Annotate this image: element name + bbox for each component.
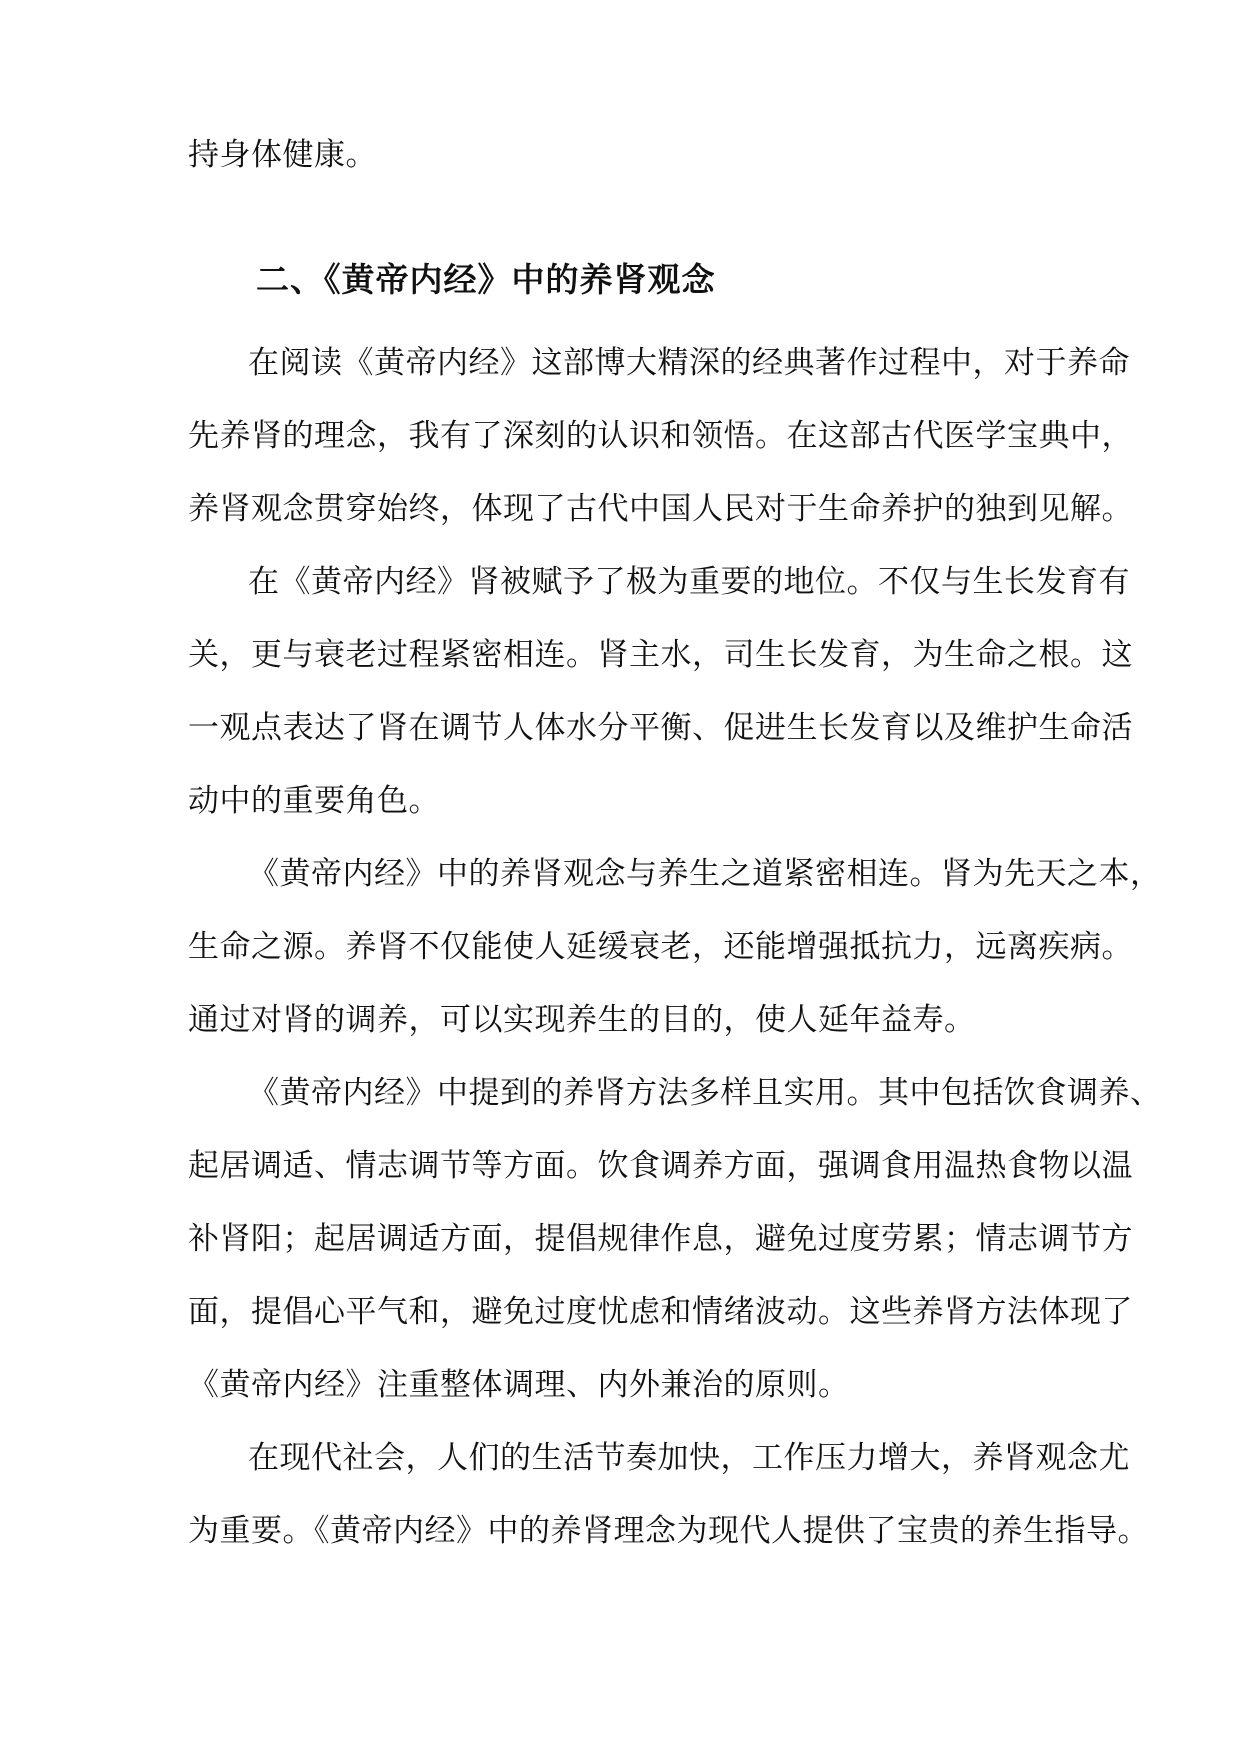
paragraph-line: 补肾阳；起居调适方面，提倡规律作息，避免过度劳累；情志调节方	[188, 1221, 1133, 1257]
paragraph-line: 通过对肾的调养，可以实现养生的目的，使人延年益寿。	[188, 1002, 976, 1038]
paragraph-line: 面，提倡心平气和，避免过度忧虑和情绪波动。这些养肾方法体现了	[188, 1294, 1133, 1330]
paragraph-line: 养肾观念贯穿始终，体现了古代中国人民对于生命养护的独到见解。	[188, 491, 1133, 527]
paragraph-line: 先养肾的理念，我有了深刻的认识和领悟。在这部古代医学宝典中，	[188, 418, 1133, 454]
paragraph-line: 在现代社会，人们的生活节奏加快，工作压力增大，养肾观念尤	[248, 1440, 1130, 1476]
paragraph-line: 为重要。《黄帝内经》中的养肾理念为现代人提供了宝贵的养生指导。	[188, 1513, 1149, 1549]
paragraph-line: 关，更与衰老过程紧密相连。肾主水，司生长发育，为生命之根。这	[188, 637, 1133, 673]
paragraph-line: 《黄帝内经》中的养肾观念与养生之道紧密相连。肾为先天之本，	[248, 856, 1162, 892]
paragraph-line: 《黄帝内经》注重整体调理、内外兼治的原则。	[188, 1367, 850, 1403]
paragraph-line: 《黄帝内经》中提到的养肾方法多样且实用。其中包括饮食调养、	[248, 1075, 1162, 1111]
section-heading: 二、《黄帝内经》中的养肾观念	[256, 260, 716, 299]
paragraph-line: 一观点表达了肾在调节人体水分平衡、促进生长发育以及维护生命活	[188, 710, 1133, 746]
paragraph-line: 起居调适、情志调节等方面。饮食调养方面，强调食用温热食物以温	[188, 1148, 1133, 1184]
paragraph-line: 在阅读《黄帝内经》这部博大精深的经典著作过程中，对于养命	[248, 345, 1130, 381]
paragraph-line: 在《黄帝内经》肾被赋予了极为重要的地位。不仅与生长发育有	[248, 564, 1130, 600]
paragraph-line: 生命之源。养肾不仅能使人延缓衰老，还能增强抵抗力，远离疾病。	[188, 929, 1133, 965]
paragraph-line: 动中的重要角色。	[188, 783, 440, 819]
paragraph-line: 持身体健康。	[188, 137, 377, 173]
